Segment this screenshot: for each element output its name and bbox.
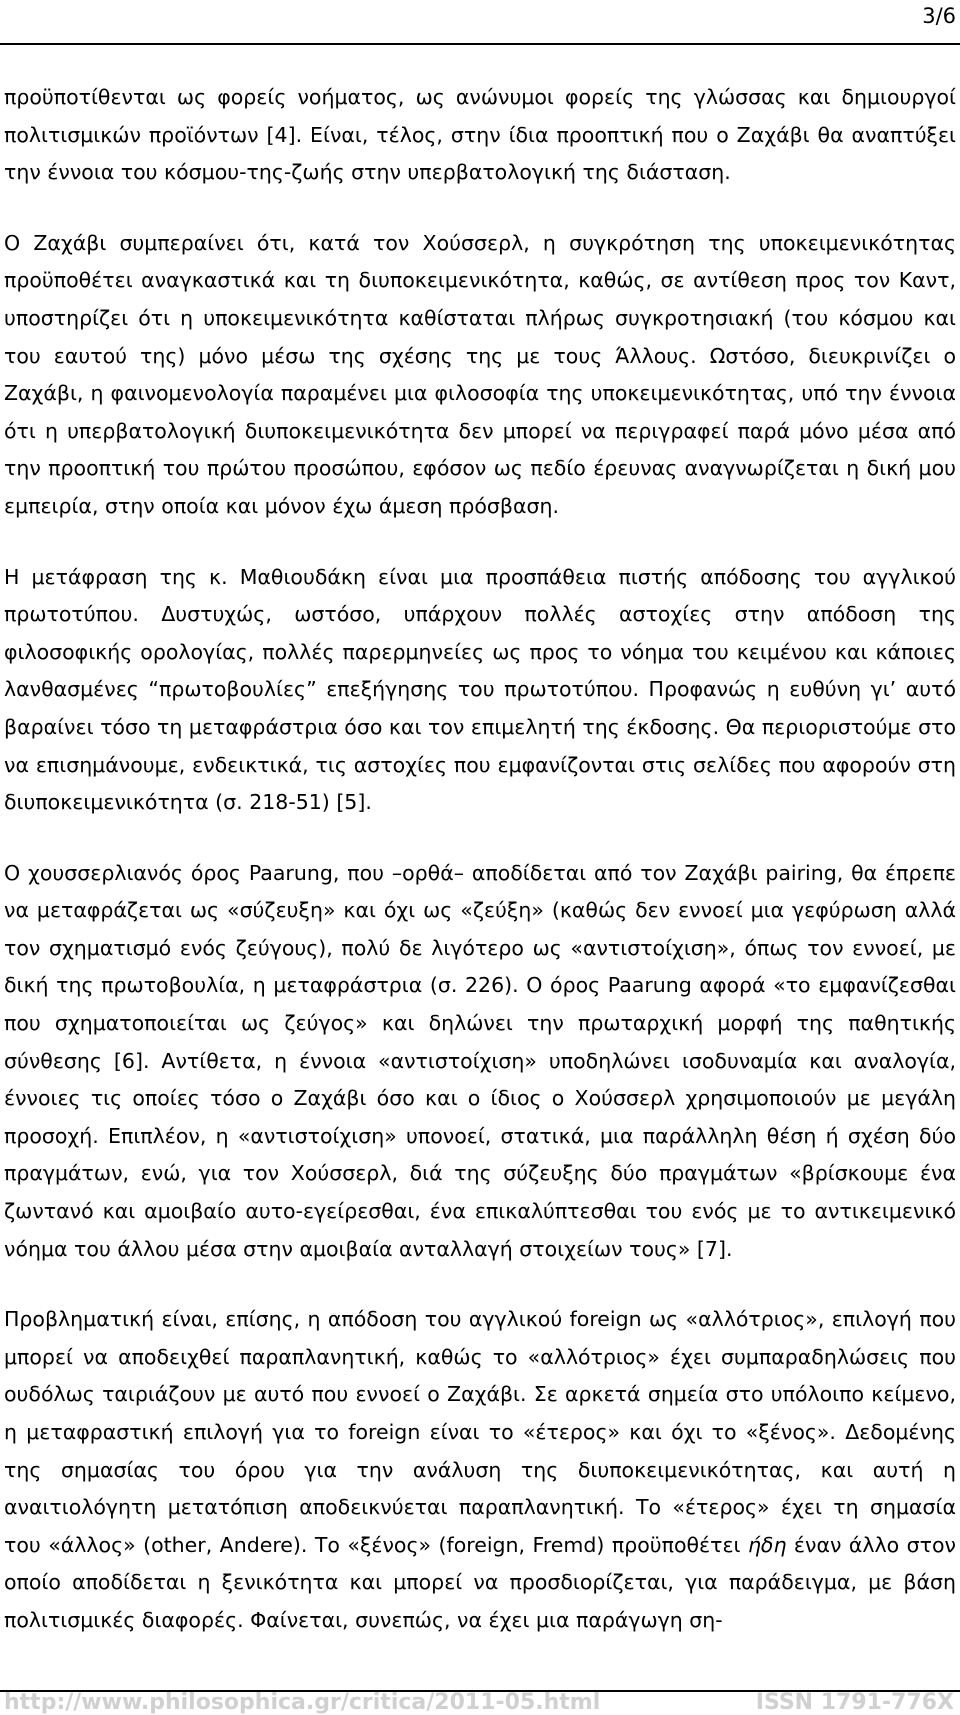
page-number: 3/6 [922,4,956,28]
footer-url-link[interactable]: http://www.philosophica.gr/critica/2011-05.html [4,1690,601,1715]
header-divider [0,43,960,45]
paragraph-5-text-after: έναν άλλο στον οποίο αποδίδεται η ξενικότητα και μπορεί να προσδιορίζεται, για παράδειγμα, με βάση πολιτισμικές διαφορές. Φαίνεται, συνεπώς, να έχει μια παράγωγη ση- [4,1532,956,1632]
article-body [4,79,956,1640]
footer-issn: ISSN 1791-776X [755,1690,954,1715]
paragraph-5-italic: ήδη [747,1532,787,1557]
paragraph-5-text: Προβληματική είναι, επίσης, η απόδοση του αγγλικού foreign ως «αλλότριος», επιλογή που μπορεί να αποδειχθεί παραπλανητική, καθώς το «αλλότριος» έχει συμπαραδηλώσεις που ουδόλως ταιριάζουν με αυτό που εννοεί ο Ζαχάβι. Σε αρκετά σημεία στο υπόλοιπο κείμενο, η μεταφραστική επιλογή για το foreign είναι το «έτερος» και όχι το «ξένος». Δεδομένης της σημασίας του όρου για την ανάλυση της διυποκειμενικότητας, και αυτή η αναιτιολόγητη μετατόπιση αποδεικνύεται παραπλανητική. Το «έτερος» έχει τη σημασία του «άλλος» (other, Andere). Το «ξένος» (foreign, Fremd) προϋποθέτει [4,1307,956,1557]
paragraph-5 [4,1301,956,1639]
paragraph-2: Ο Ζαχάβι συμπεραίνει ότι, κατά τον Χούσσερλ, η συγκρότηση της υποκειμενικότητας προϋποθέτει αναγκαστικά και τη διυποκειμενικότητα, καθώς, σε αντίθεση προς τον Καντ, υποστηρίζει ότι η υποκειμενικότητα καθίσταται πλήρως συγκροτησιακή (του κόσμου και του εαυτού της) μόνο μέσω της σχέσης της με τους Άλλους. Ωστόσο, διευκρινίζει ο Ζαχάβι, η φαινομενολογία παραμένει μια φιλοσοφία της υποκειμενικότητας, υπό την έννοια ότι η υπερβατολογική διυποκειμενικότητα δεν μπορεί να περιγραφεί παρά μόνο μέσα από την προοπτική του πρώτου προσώπου, εφόσον ως πεδίο έρευνας αναγνωρίζεται η δική μου εμπειρία, στην οποία και μόνον έχω άμεση πρόσβαση. [4,230,956,518]
paragraph-1: προϋποτίθενται ως φορείς νοήματος, ως ανώνυμοι φορείς της γλώσσας και δημιουργοί πολιτισμικών προϊόντων [4]. Είναι, τέλος, στην ίδια προοπτική που ο Ζαχάβι θα αναπτύξει την έννοια του κόσμου-της-ζωής στην υπερβατολογική της διάσταση. [4,85,956,185]
paragraph-4: Ο χουσσερλιανός όρος Paarung, που –ορθά– αποδίδεται από τον Ζαχάβι pairing, θα έπρεπε να μεταφράζεται ως «σύζευξη» και όχι ως «ζεύξη» (καθώς δεν εννοεί μια γεφύρωση αλλά τον σχηματισμό ενός ζεύγους), πολύ δε λιγότερο ως «αντιστοίχιση», όπως τον εννοεί, με δική της πρωτοβουλία, η μεταφράστρια (σ. 226). Ο όρος Paarung αφορά «το εμφανίζεσθαι που σχηματοποιείται ως ζεύγος» και δηλώνει την πρωταρχική μορφή της παθητικής σύνθεσης [6]. Αντίθετα, η έννοια «αντιστοίχιση» υποδηλώνει ισοδυναμία και αναλογία, έννοιες τις οποίες τόσο ο Ζαχάβι όσο και ο ίδιος ο Χούσσερλ χρησιμοποιούν με μεγάλη προσοχή. Επιπλέον, η «αντιστοίχιση» υπονοεί, στατικά, μια παράλληλη θέση ή σχέση δύο πραγμάτων, ενώ, για τον Χούσσερλ, διά της σύζευξης δύο πραγμάτων «βρίσκουμε ένα ζωντανό και αμοιβαίο αυτο-εγείρεσθαι, ένα επικαλύπτεσθαι του ενός με το αντικειμενικό νόημα του άλλου μέσα στην αμοιβαία ανταλλαγή στοιχείων τους» [7]. [4,860,956,1261]
paragraph-3: Η μετάφραση της κ. Μαθιουδάκη είναι μια προσπάθεια πιστής απόδοσης του αγγλικού πρωτοτύπου. Δυστυχώς, ωστόσο, υπάρχουν πολλές αστοχίες στην απόδοση της φιλοσοφικής ορολογίας, πολλές παρερμηνείες ως προς το νόημα του κειμένου και κάποιες λανθασμένες “πρωτοβουλίες” επεξήγησης του πρωτοτύπου. Προφανώς η ευθύνη γι’ αυτό βαραίνει τόσο τη μεταφράστρια όσο και τον επιμελητή της έκδοσης. Θα περιοριστούμε στο να επισημάνουμε, ενδεικτικά, τις αστοχίες που εμφανίζονται στις σελίδες που αφορούν στη διυποκειμενικότητα (σ. 218-51) [5]. [4,564,956,815]
